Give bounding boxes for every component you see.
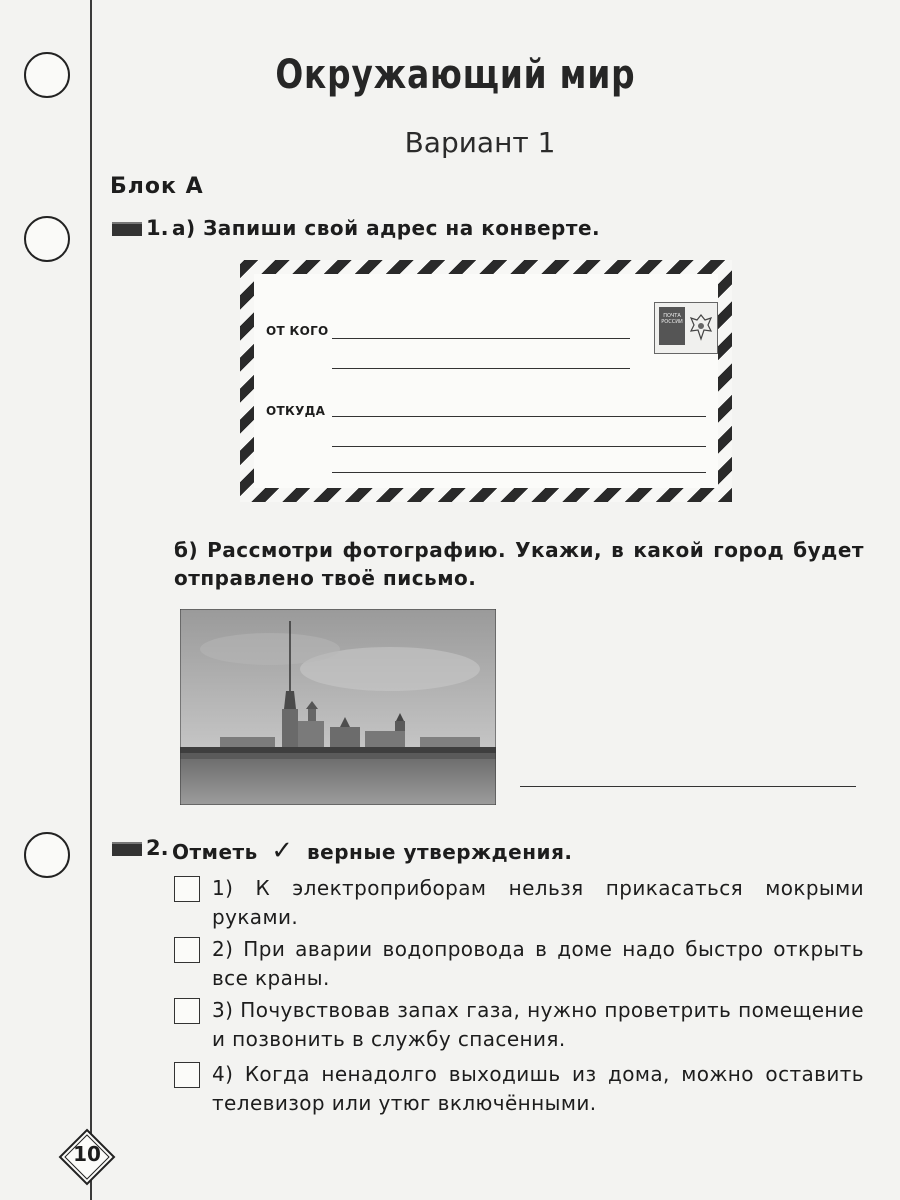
page-margin-line <box>90 0 92 1200</box>
task2-instruction-before: Отметь <box>172 840 258 864</box>
binder-hole <box>24 832 70 878</box>
city-answer-line[interactable] <box>520 786 856 787</box>
from-label: ОТ КОГО <box>266 324 329 338</box>
variant-heading: Вариант 1 <box>404 126 556 159</box>
binder-hole <box>24 216 70 262</box>
where-label: ОТКУДА <box>266 404 326 418</box>
task1-part-a-text: а) Запиши свой адрес на конверте. <box>172 216 601 240</box>
where-input-line-2[interactable] <box>332 446 706 447</box>
statement-text-3: 3) Почувствовав запах газа, нужно проветрить помещение и позвонить в службу спасения. <box>212 998 864 1051</box>
from-input-line-2[interactable] <box>332 368 630 369</box>
statement-text-2: 2) При аварии водопровода в доме надо быстро открыть все краны. <box>212 937 864 990</box>
task1-number: 1. <box>146 216 169 240</box>
statement-checkbox-1[interactable] <box>174 876 200 902</box>
statement-checkbox-3[interactable] <box>174 998 200 1024</box>
statement-text-4: 4) Когда ненадолго выходишь из дома, можно оставить телевизор или утюг включёнными. <box>212 1062 864 1115</box>
check-mark-icon: ✓ <box>271 836 294 866</box>
statement-checkbox-4[interactable] <box>174 1062 200 1088</box>
task2-number: 2. <box>146 836 169 860</box>
block-label: Блок А <box>110 174 204 199</box>
task2-instruction <box>172 836 573 866</box>
postage-stamp-icon <box>654 302 718 354</box>
page-number: 10 <box>73 1142 101 1166</box>
page-title: Окружающий мир <box>275 52 636 98</box>
task1-part-b-text: б) Рассмотри фотографию. Укажи, в какой город будет отправлено твоё письмо. <box>174 538 864 590</box>
task-marker-bar <box>112 842 142 856</box>
envelope-address-area <box>254 274 718 488</box>
peter-and-paul-fortress-photo <box>180 609 496 805</box>
statement-checkbox-2[interactable] <box>174 937 200 963</box>
where-input-line-3[interactable] <box>332 472 706 473</box>
binder-hole <box>24 52 70 98</box>
envelope <box>240 260 732 502</box>
task-marker-bar <box>112 222 142 236</box>
stamp-label: ПОЧТА РОССИИ <box>659 307 685 345</box>
eagle-emblem-icon <box>689 311 713 345</box>
from-input-line-1[interactable] <box>332 338 630 339</box>
statement-text-1: 1) К электроприборам нельзя прикасаться мокрыми руками. <box>212 876 864 929</box>
where-input-line-1[interactable] <box>332 416 706 417</box>
task2-instruction-after: верные утверждения. <box>306 840 573 864</box>
